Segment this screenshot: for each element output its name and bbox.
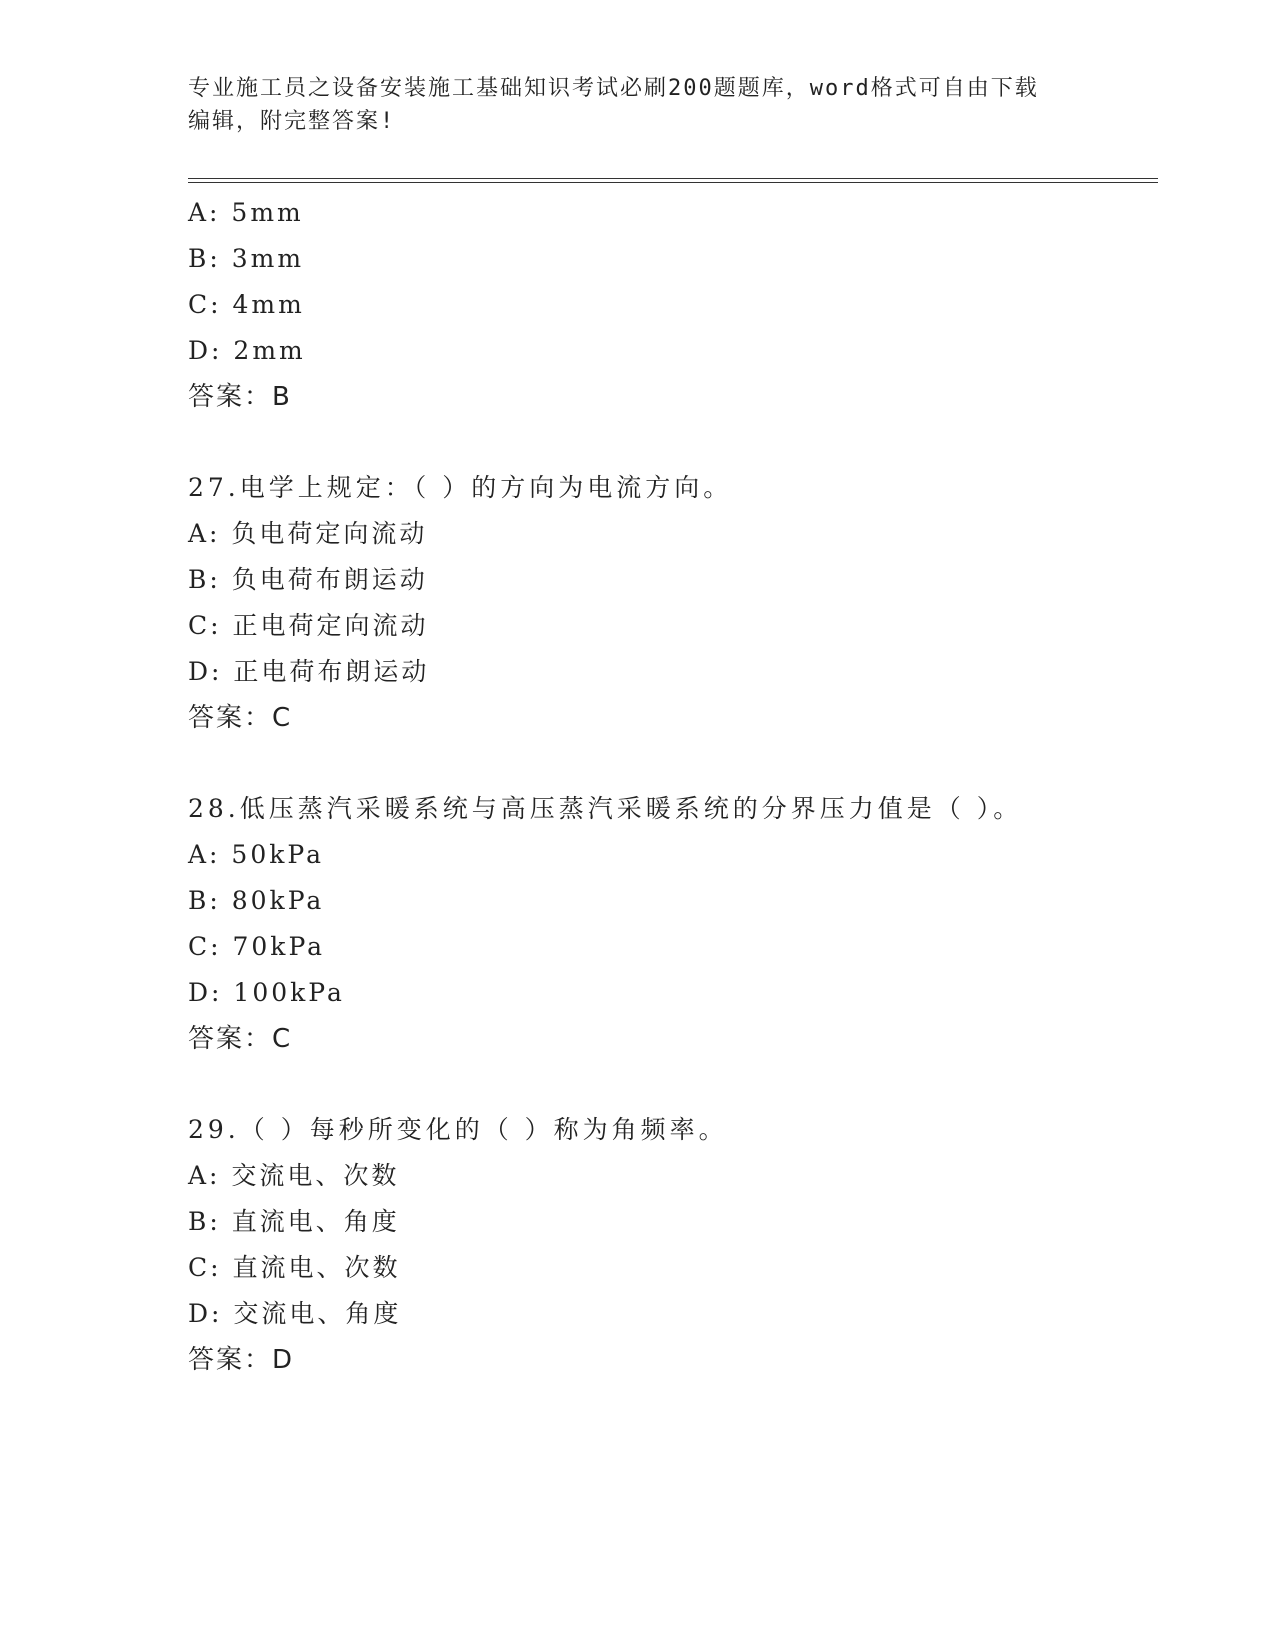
answer-line: 答案：D bbox=[188, 1345, 295, 1375]
spacer bbox=[188, 741, 1148, 786]
option-d: D: 交流电、角度 bbox=[188, 1299, 402, 1328]
question-text: 29.（ ）每秒所变化的（ ）称为角频率。 bbox=[188, 1115, 728, 1144]
option-c: C: 4mm bbox=[188, 290, 305, 319]
document-header bbox=[188, 72, 1068, 138]
spacer bbox=[188, 1062, 1148, 1107]
option-d: D: 100kPa bbox=[188, 978, 345, 1007]
header-title-line-1: 专业施工员之设备安装施工基础知识考试必刷200题题库，word格式可自由下载 bbox=[188, 76, 1039, 101]
spacer bbox=[188, 420, 1148, 465]
question-block-28 bbox=[188, 786, 1148, 1062]
question-block-29 bbox=[188, 1107, 1148, 1383]
question-text: 27.电学上规定：（ ）的方向为电流方向。 bbox=[188, 473, 733, 502]
question-block-26 bbox=[188, 190, 1148, 420]
option-a: A: 负电荷定向流动 bbox=[188, 519, 428, 548]
option-b: B: 3mm bbox=[188, 244, 305, 273]
header-title-line-2: 编辑，附完整答案! bbox=[188, 109, 396, 134]
header-divider-bottom bbox=[188, 182, 1158, 183]
question-block-27 bbox=[188, 465, 1148, 741]
option-c: C: 正电荷定向流动 bbox=[188, 611, 429, 640]
option-b: B: 负电荷布朗运动 bbox=[188, 565, 428, 594]
option-c: C: 直流电、次数 bbox=[188, 1253, 401, 1282]
option-a: A: 5mm bbox=[188, 198, 304, 227]
option-c: C: 70kPa bbox=[188, 932, 326, 961]
answer-line: 答案：C bbox=[188, 703, 293, 733]
header-divider-top bbox=[188, 178, 1158, 179]
option-d: D: 2mm bbox=[188, 336, 306, 365]
answer-line: 答案：B bbox=[188, 382, 292, 412]
answer-line: 答案：C bbox=[188, 1024, 293, 1054]
question-list bbox=[188, 190, 1148, 1383]
option-b: B: 直流电、角度 bbox=[188, 1207, 400, 1236]
option-a: A: 交流电、次数 bbox=[188, 1161, 400, 1190]
option-d: D: 正电荷布朗运动 bbox=[188, 657, 430, 686]
question-text: 28.低压蒸汽采暖系统与高压蒸汽采暖系统的分界压力值是（ ）。 bbox=[188, 794, 1023, 823]
option-a: A: 50kPa bbox=[188, 840, 324, 869]
option-b: B: 80kPa bbox=[188, 886, 325, 915]
